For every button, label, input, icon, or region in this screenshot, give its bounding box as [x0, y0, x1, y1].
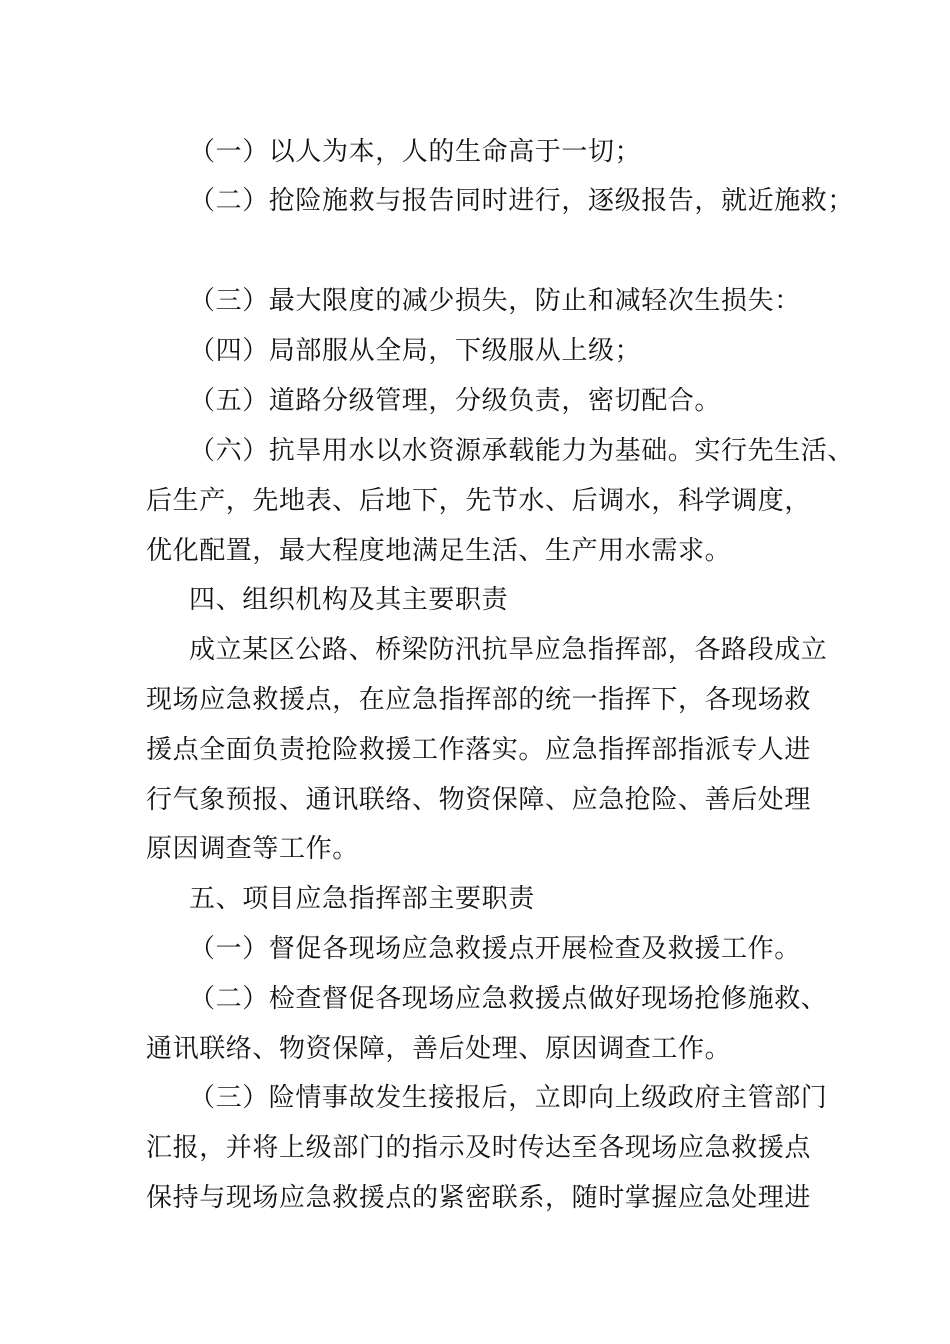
section-4-para-line-5: 原因调查等工作。	[146, 834, 359, 864]
principle-6-line-1: （六）抗旱用水以水资源承载能力为基础。实行先生活、	[189, 436, 855, 466]
duty-2-line-2: 通讯联络、物资保障，善后处理、原因调查工作。	[146, 1034, 732, 1064]
section-4-para-line-3: 援点全面负责抢险救援工作落实。应急指挥部指派专人进	[146, 735, 812, 765]
duty-1: （一）督促各现场应急救援点开展检查及救援工作。	[189, 934, 801, 964]
section-4-para-line-1: 成立某区公路、桥梁防汛抗旱应急指挥部，各路段成立	[189, 635, 828, 665]
duty-3-line-3: 保持与现场应急救援点的紧密联系，随时掌握应急处理进	[146, 1183, 812, 1213]
duty-3-line-1: （三）险情事故发生接报后，立即向上级政府主管部门	[189, 1083, 828, 1113]
section-5-heading: 五、项目应急指挥部主要职责	[189, 884, 535, 914]
section-4-para-line-4: 行气象预报、通讯联络、物资保障、应急抢险、善后处理	[146, 785, 812, 815]
principle-6-line-2: 后生产，先地表、后地下，先节水、后调水，科学调度，	[146, 486, 812, 516]
section-4-heading: 四、组织机构及其主要职责	[189, 585, 509, 615]
principle-1: （一）以人为本，人的生命高于一切；	[189, 137, 642, 167]
principle-3: （三）最大限度的减少损失，防止和减轻次生损失：	[189, 286, 801, 316]
principle-4: （四）局部服从全局，下级服从上级；	[189, 336, 642, 366]
principle-6-line-3: 优化配置，最大程度地满足生活、生产用水需求。	[146, 536, 732, 566]
principle-2: （二）抢险施救与报告同时进行，逐级报告，就近施救；	[189, 186, 855, 216]
duty-2-line-1: （二）检查督促各现场应急救援点做好现场抢修施救、	[189, 984, 828, 1014]
duty-3-line-2: 汇报，并将上级部门的指示及时传达至各现场应急救援点	[146, 1133, 812, 1163]
principle-5: （五）道路分级管理，分级负责，密切配合。	[189, 386, 722, 416]
section-4-para-line-2: 现场应急救援点，在应急指挥部的统一指挥下，各现场救	[146, 685, 812, 715]
